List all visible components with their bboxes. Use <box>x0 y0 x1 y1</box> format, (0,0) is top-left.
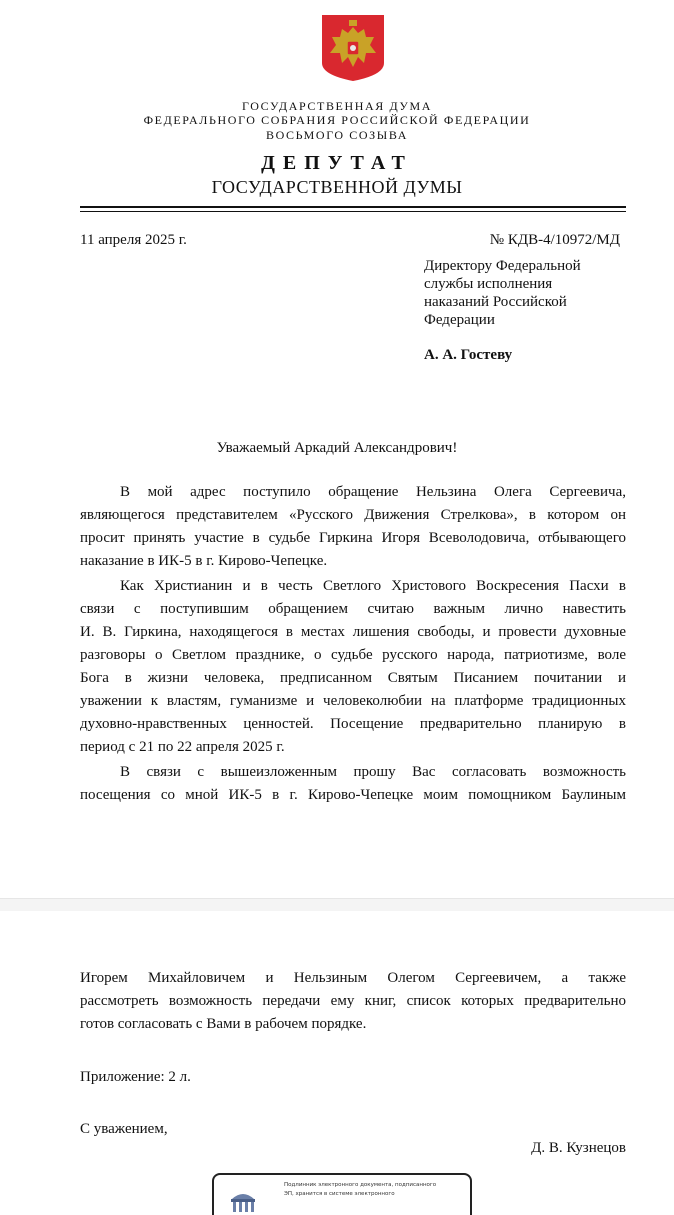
letter-number: № КДВ-4/10972/МД <box>489 232 620 248</box>
stamp-text <box>284 1181 436 1199</box>
body-line: связи с поступившим обращением считаю важным лично навестить <box>80 601 626 617</box>
closing: С уважением, <box>80 1121 168 1137</box>
body-line: В мой адрес поступило обращение Нельзина Олега Сергеевича, <box>120 484 626 500</box>
header-line-2: ФЕДЕРАЛЬНОГО СОБРАНИЯ РОССИЙСКОЙ ФЕДЕРАЦИИ <box>143 113 531 127</box>
deputy-subtitle: ГОСУДАРСТВЕННОЙ ДУМЫ <box>211 177 463 197</box>
body-line: наказание в ИК-5 в г. Кирово-Чепецке. <box>80 553 328 569</box>
letter-date: 11 апреля 2025 г. <box>80 232 187 248</box>
body-line: уважении к властям, гуманизме и человеколюбии на платформе традиционных <box>80 693 626 709</box>
body-line: Бога в жизни человека, предписанном Святым Писанием почитании и <box>80 670 626 686</box>
body-line: рассмотреть возможность передачи ему книг, список которых предварительно <box>80 993 626 1009</box>
header-rule-thick <box>80 206 626 208</box>
body-line: Игорем Михайловичем и Нельзиным Олегом Сергеевичем, а также <box>80 970 626 986</box>
russian-coat-of-arms-icon <box>320 13 386 83</box>
body-line: духовно-нравственных ценностей. Посещение предварительно планирую в <box>80 716 626 732</box>
body-line: И. В. Гиркина, находящегося в местах лишения свободы, и провести духовные <box>80 624 626 640</box>
body-line: период с 21 по 22 апреля 2025 г. <box>80 739 285 755</box>
stamp-line-2: ЭП, хранится в системе электронного <box>284 1191 395 1197</box>
addressee-line: службы исполнения <box>424 276 553 292</box>
addressee-name: А. А. Гостеву <box>424 347 513 363</box>
deputy-title: ДЕПУТАТ <box>261 152 413 174</box>
page-break <box>0 898 674 911</box>
body-line: посещения со мной ИК-5 в г. Кирово-Чепецке моим помощником Баулиным <box>80 787 626 803</box>
attachment-note: Приложение: 2 л. <box>80 1069 191 1085</box>
body-line: просит принять участие в судьбе Гиркина Игоря Всеволодовича, отбывающего <box>80 530 626 546</box>
header-line-3: ВОСЬМОГО СОЗЫВА <box>266 128 408 142</box>
body-line: Как Христианин и в честь Светлого Христового Воскресения Пасхи в <box>120 578 626 594</box>
signer-name: Д. В. Кузнецов <box>531 1140 626 1156</box>
body-line: В связи с вышеизложенным прошу Вас согласовать возможность <box>120 764 626 780</box>
addressee-line: Федерации <box>424 312 495 328</box>
body-line: готов согласовать с Вами в рабочем порядке. <box>80 1016 367 1032</box>
electronic-signature-stamp <box>212 1173 472 1215</box>
duma-building-icon <box>228 1187 258 1213</box>
addressee-line: Директору Федеральной <box>424 258 581 274</box>
body-line: разговоры о Светлом празднике, о судьбе русского народа, патриотизме, воле <box>80 647 626 663</box>
header-line-1: ГОСУДАРСТВЕННАЯ ДУМА <box>241 99 433 113</box>
body-line: являющегося представителем «Русского Движения Стрелкова», в котором он <box>80 507 626 523</box>
letter-page-2 <box>0 911 674 1200</box>
greeting: Уважаемый Аркадий Александрович! <box>216 440 458 456</box>
stamp-line-1: Подлинник электронного документа, подписанного <box>284 1182 437 1188</box>
addressee-line: наказаний Российской <box>424 294 567 310</box>
header-rule-thin <box>80 211 626 212</box>
